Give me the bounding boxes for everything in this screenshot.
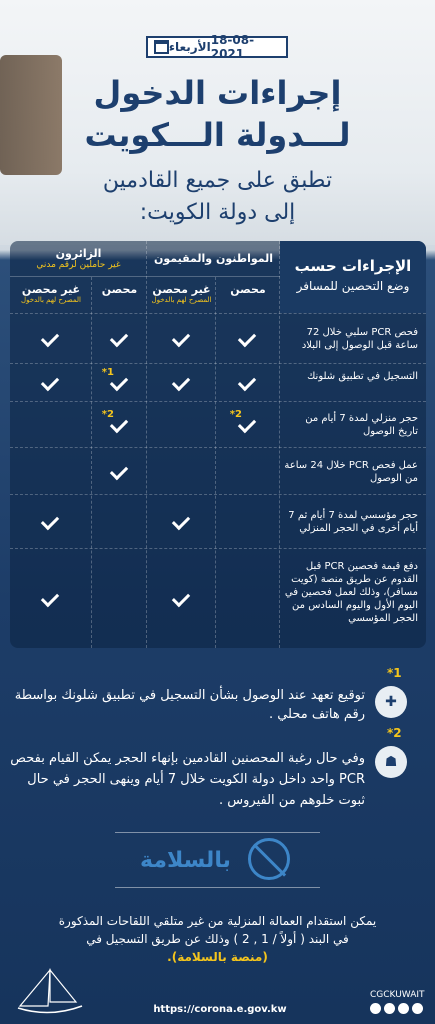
table-row (10, 313, 426, 363)
twitter-icon[interactable] (398, 1003, 409, 1014)
shlonik-app-icon: ✚ (375, 686, 407, 718)
group-visitors-header: الزائرون غير حاملين لرقم مدني (10, 241, 147, 277)
footer-url-link[interactable]: https://corona.e.gov.kw (153, 1004, 287, 1015)
check-icon (41, 376, 61, 390)
check-icon (41, 592, 61, 606)
table-row (10, 363, 426, 401)
facebook-icon[interactable] (412, 1003, 423, 1014)
brand-handle: CGCKUWAIT (370, 990, 425, 1000)
note-2-number: 2* (387, 726, 402, 740)
no-virus-icon (248, 838, 290, 880)
procedures-table (10, 241, 426, 648)
col-header-unvaccinated-visitor: غير محصن المصرح لهم بالدخول (21, 283, 81, 304)
table-row (10, 447, 426, 494)
check-icon (172, 592, 192, 606)
note-2-text: وفي حال رغبة المحصنين القادمين بإنهاء الحجر يمكن القيام بفحص PCR واحد داخل دولة الكويت خلال 7 أيام وينهى الحجر في حال ثبوت خلوهم من الفيروس . (10, 751, 365, 808)
subtitle-line1: تطبق على جميع القادمين (102, 168, 333, 193)
date-text: 18-08-2021 (210, 33, 255, 61)
cgc-logo-icon (14, 962, 86, 1016)
note-1-number: 1* (387, 666, 402, 680)
table-main-header: الإجراءات حسب وضع التحصين للمسافر (280, 241, 426, 313)
calendar-icon (154, 40, 169, 54)
table-row (10, 401, 426, 447)
row-procedure-text: التسجيل في تطبيق شلونك (307, 371, 418, 382)
row-procedure-text: دفع قيمة فحصين PCR قبل القدوم عن طريق منصة (كويت مسافر)، وذلك لعمل فحصين في اليوم الأول واليوم السادس من الحجر المؤسسي (284, 561, 418, 624)
title-line1: إجراءات الدخول (93, 74, 342, 112)
instagram-icon[interactable] (370, 1003, 381, 1014)
check-icon (238, 376, 258, 390)
date-box (146, 33, 288, 61)
check-icon (110, 376, 130, 390)
check-icon (172, 376, 192, 390)
row-procedure-text: عمل فحص PCR خلال 24 ساعة من الوصول (284, 459, 418, 484)
note-1-text: توقيع تعهد عند الوصول بشأن التسجيل في تطبيق شلونك بواسطة رقم هاتف محلي . (14, 688, 365, 722)
footnote-marker: 1* (101, 367, 114, 378)
youtube-icon[interactable] (384, 1003, 395, 1014)
bottom-note: يمكن استقدام العمالة المنزلية من غير متلقي اللقاحات المذكورة في البند ( أولاً / 1 , 2 ) وذلك عن طريق التسجيل في (منصة بالسلامة). (58, 914, 377, 964)
row-procedure-text: فحص PCR سلبي خلال 72 ساعة قبل الوصول إلى البلاد (301, 327, 418, 351)
check-icon (172, 515, 192, 529)
check-icon (41, 515, 61, 529)
footnote-marker: 2* (229, 409, 242, 420)
row-procedure-text: حجر مؤسسي لمدة 7 أيام ثم 7 أيام أخرى في الحجر المنزلي (288, 510, 418, 534)
check-icon (41, 332, 61, 346)
group-citizens-header: المواطنون والمقيمون (147, 241, 280, 277)
subtitle-line2: إلى دولة الكويت: (139, 200, 296, 225)
col-header-unvaccinated-citizen: غير محصن المصرح لهم بالدخول (151, 283, 212, 304)
check-icon (110, 332, 130, 346)
check-icon (110, 418, 130, 432)
check-icon (238, 418, 258, 432)
pcr-test-icon: ☗ (375, 746, 407, 778)
check-icon (238, 332, 258, 346)
table-row (10, 548, 426, 648)
social-icons (370, 1003, 423, 1014)
col-header-vaccinated-visitor: محصن (101, 283, 138, 296)
table-row (10, 494, 426, 548)
col-header-vaccinated-citizen: محصن (230, 283, 266, 296)
check-icon (172, 332, 192, 346)
salama-label: بالسلامة (140, 848, 231, 873)
footnote-marker: 2* (101, 409, 114, 420)
title-line2: لـــدولة الـــكويت (84, 116, 351, 154)
row-procedure-text: حجر منزلي لمدة 7 أيام من تاريخ الوصول (305, 413, 418, 437)
check-icon (110, 465, 130, 479)
suitcase-image (0, 55, 62, 175)
day-text: الأربعاء (168, 40, 211, 54)
